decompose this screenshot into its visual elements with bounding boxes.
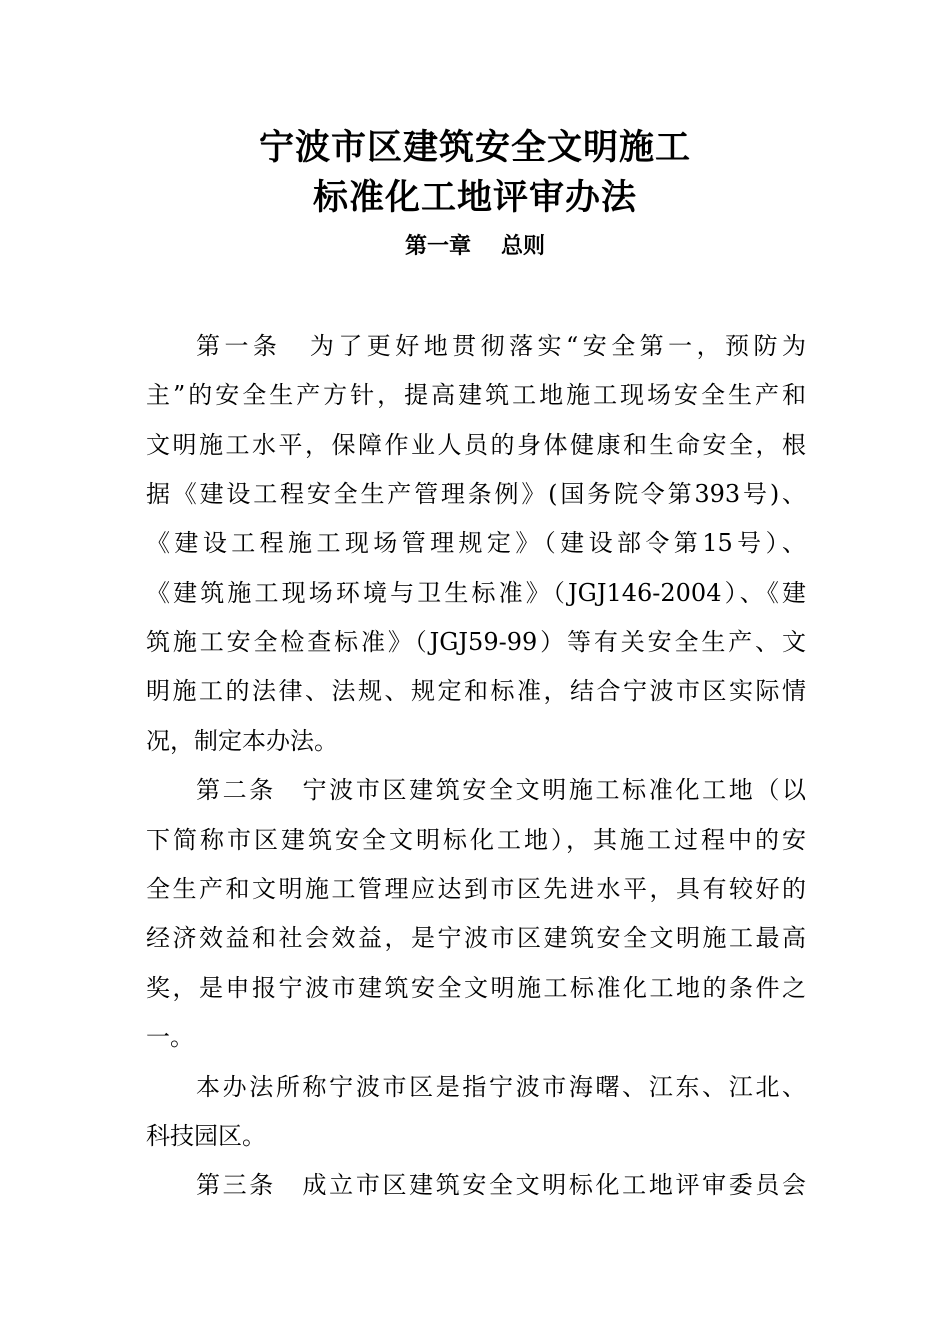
article-1-line-3: 文明施工水平，保障作业人员的身体健康和生命安全，根 [146, 431, 806, 459]
article-2-line-6: 一。 [146, 1023, 194, 1051]
article-1-line-1: 第一条 为了更好地贯彻落实“安全第一，预防为 [196, 332, 806, 360]
document-title-line-2: 标准化工地评审办法 [312, 177, 637, 218]
article-2-line-5: 奖，是申报宁波市建筑安全文明施工标准化工地的条件之 [146, 974, 806, 1002]
article-1-line-7: 筑施工安全检查标准》（JGJ59-99）等有关安全生产、文 [146, 628, 806, 656]
scope-paragraph-line-1: 本办法所称宁波市区是指宁波市海曙、江东、江北、 [196, 1073, 806, 1101]
article-1-line-2: 主”的安全生产方针，提高建筑工地施工现场安全生产和 [146, 381, 806, 409]
article-1-line-9: 况，制定本办法。 [146, 727, 338, 755]
article-1-line-6: 《建筑施工现场环境与卫生标准》（JGJ146-2004）、《建 [146, 579, 806, 607]
article-2-line-2: 下简称市区建筑安全文明标化工地），其施工过程中的安 [146, 826, 806, 854]
article-2-line-1: 第二条 宁波市区建筑安全文明施工标准化工地（以 [196, 776, 806, 804]
article-1-line-8: 明施工的法律、法规、规定和标准，结合宁波市区实际情 [146, 677, 806, 705]
article-2-line-3: 全生产和文明施工管理应达到市区先进水平，具有较好的 [146, 875, 806, 903]
chapter-number: 第一章 [404, 233, 471, 259]
chapter-heading [0, 235, 950, 257]
scope-paragraph-line-2: 科技园区。 [146, 1122, 266, 1150]
chapter-name: 总则 [501, 233, 546, 259]
article-1-line-5: 《建设工程施工现场管理规定》（建设部令第15号）、 [146, 529, 806, 557]
document-title-line-1: 宁波市区建筑安全文明施工 [258, 127, 691, 168]
article-2-line-4: 经济效益和社会效益，是宁波市区建筑安全文明施工最高 [146, 924, 806, 952]
article-3-line-1: 第三条 成立市区建筑安全文明标化工地评审委员会 [196, 1171, 806, 1199]
article-1-line-4: 据《建设工程安全生产管理条例》(国务院令第393号)、 [146, 480, 806, 508]
